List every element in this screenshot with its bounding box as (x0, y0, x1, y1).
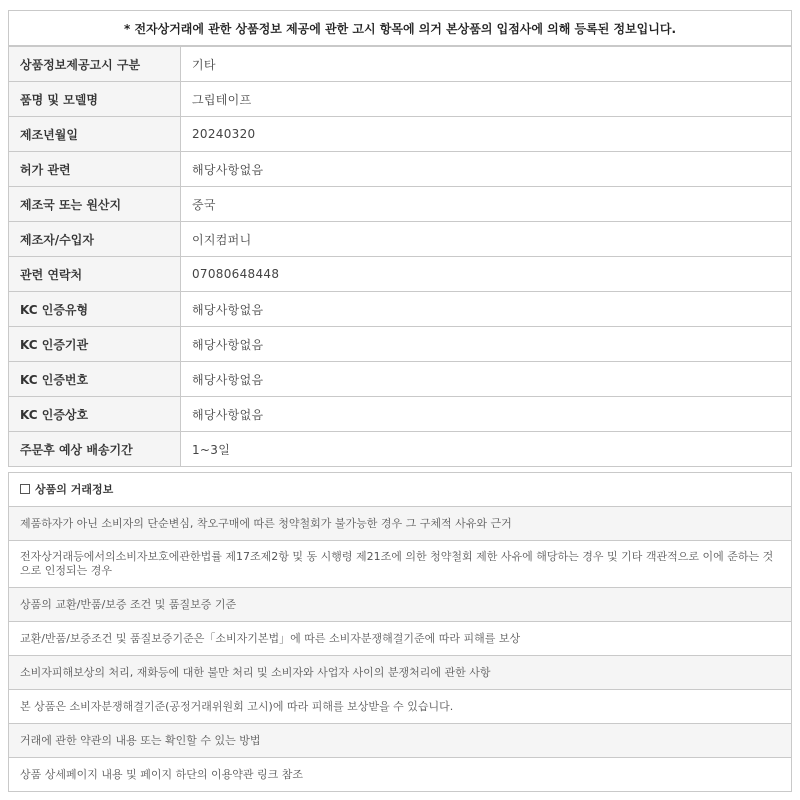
trade-answer-row (9, 690, 792, 724)
table-row (9, 222, 792, 257)
trade-answer-row (9, 622, 792, 656)
trade-question: 소비자피해보상의 처리, 재화등에 대한 불만 처리 및 소비자와 사업자 사이의 분쟁처리에 관한 사항 (9, 656, 792, 690)
trade-answer: 전자상거래등에서의소비자보호에관한법률 제17조제2항 및 동 시행령 제21조에 의한 청약철회 제한 사유에 해당하는 경우 및 기타 객관적으로 이에 준하는 것으로 인정되는 경우 (9, 541, 792, 588)
trade-info-table (8, 472, 792, 792)
info-label: 허가 관련 (9, 152, 181, 187)
square-box-icon (20, 484, 30, 494)
info-label: 관련 연락처 (9, 257, 181, 292)
table-row (9, 187, 792, 222)
info-label: 상품정보제공고시 구분 (9, 47, 181, 82)
notice-table (8, 10, 792, 46)
trade-info-header (9, 473, 792, 507)
table-row (9, 397, 792, 432)
table-row (9, 327, 792, 362)
trade-answer: 교환/반품/보증조건 및 품질보증기준은「소비자기본법」에 따른 소비자분쟁해결기준에 따라 피해를 보상 (9, 622, 792, 656)
info-value: 중국 (181, 187, 792, 222)
trade-question: 제품하자가 아닌 소비자의 단순변심, 착오구매에 따른 청약철회가 불가능한 경우 그 구체적 사유와 근거 (9, 507, 792, 541)
trade-question-row (9, 724, 792, 758)
product-info-table (8, 46, 792, 467)
trade-question-row (9, 656, 792, 690)
trade-answer: 본 상품은 소비자분쟁해결기준(공정거래위원회 고시)에 따라 피해를 보상받을 수 있습니다. (9, 690, 792, 724)
trade-info-title: 상품의 거래정보 (35, 482, 114, 496)
table-row (9, 152, 792, 187)
trade-question: 거래에 관한 약관의 내용 또는 확인할 수 있는 방법 (9, 724, 792, 758)
info-value: 해당사항없음 (181, 327, 792, 362)
trade-question-row (9, 588, 792, 622)
trade-answer-row (9, 541, 792, 588)
table-row (9, 47, 792, 82)
table-row (9, 82, 792, 117)
trade-question: 상품의 교환/반품/보증 조건 및 품질보증 기준 (9, 588, 792, 622)
info-label: KC 인증기관 (9, 327, 181, 362)
table-row (9, 432, 792, 467)
trade-answer: 상품 상세페이지 내용 및 페이지 하단의 이용약관 링크 참조 (9, 758, 792, 792)
info-value: 그립테이프 (181, 82, 792, 117)
table-row (9, 362, 792, 397)
info-value: 해당사항없음 (181, 152, 792, 187)
info-value: 이지컴퍼니 (181, 222, 792, 257)
info-label: 제조년월일 (9, 117, 181, 152)
table-row (9, 117, 792, 152)
info-label: KC 인증유형 (9, 292, 181, 327)
info-value: 07080648448 (181, 257, 792, 292)
info-value: 1~3일 (181, 432, 792, 467)
info-label: 제조자/수입자 (9, 222, 181, 257)
info-value: 해당사항없음 (181, 397, 792, 432)
info-label: KC 인증번호 (9, 362, 181, 397)
trade-answer-row (9, 758, 792, 792)
info-value: 20240320 (181, 117, 792, 152)
table-row (9, 257, 792, 292)
product-notice-container (8, 10, 792, 792)
info-label: KC 인증상호 (9, 397, 181, 432)
notice-text: * 전자상거래에 관한 상품정보 제공에 관한 고시 항목에 의거 본상품의 입점사에 의해 등록된 정보입니다. (9, 11, 792, 46)
table-row (9, 292, 792, 327)
info-label: 주문후 예상 배송기간 (9, 432, 181, 467)
notice-row (9, 11, 792, 46)
info-value: 기타 (181, 47, 792, 82)
info-value: 해당사항없음 (181, 292, 792, 327)
info-label: 제조국 또는 원산지 (9, 187, 181, 222)
info-label: 품명 및 모델명 (9, 82, 181, 117)
info-value: 해당사항없음 (181, 362, 792, 397)
trade-info-header-row (9, 473, 792, 507)
trade-question-row (9, 507, 792, 541)
